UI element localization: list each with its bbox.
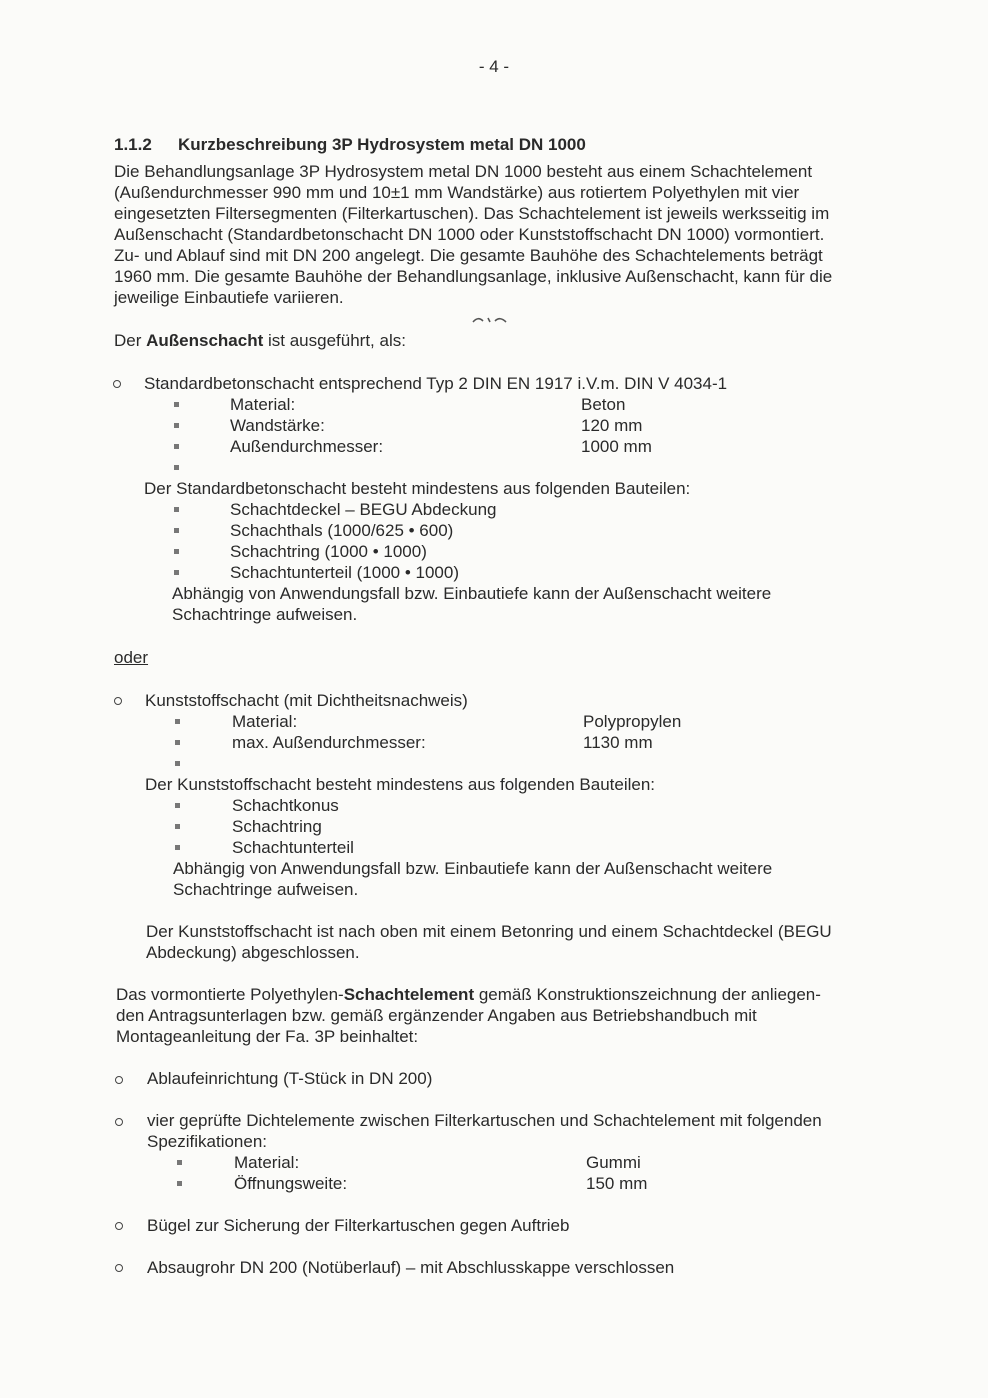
element-line: den Antragsunterlagen bzw. gemäß ergänzender Angaben aus Betriebshandbuch mit [116,1006,757,1025]
square-bullet-icon [174,402,179,407]
option2-parts-intro: Der Kunststoffschacht besteht mindestens aus folgenden Bauteilen: [145,775,656,794]
intro-line: 1960 mm. Die gesamte Bauhöhe der Behandlungsanlage, inklusive Außenschacht, kann für die [114,267,833,286]
part-item: Schachthals (1000/625 • 600) [230,521,454,540]
prop-label: max. Außendurchmesser: [232,733,426,752]
prop-value: Beton [581,395,626,414]
prop-value: 1130 mm [583,733,653,752]
square-bullet-icon [174,423,179,428]
square-bullet-icon [174,549,179,554]
option1-note-line: Schachtringe aufweisen. [172,605,358,624]
prop-label: Öffnungsweite: [234,1174,348,1193]
part-item: Schachtdeckel – BEGU Abdeckung [230,500,497,519]
intro-line: eingesetzten Filtersegmenten (Filterkartuschen). Das Schachtelement ist jeweils werksseitig im [114,204,830,223]
square-bullet-icon [174,444,179,449]
section-heading [114,134,586,155]
section-title: Kurzbeschreibung 3P Hydrosystem metal DN 1000 [178,135,586,154]
feature-item: Ablaufeinrichtung (T-Stück in DN 200) [147,1069,433,1088]
intro-line: (Außendurchmesser 990 mm und 10±1 mm Wandstärke) aus rotiertem Polyethylen mit vier [114,183,800,202]
square-bullet-icon [175,719,180,724]
section-number: 1.1.2 [114,135,152,154]
square-bullet-icon [177,1181,182,1186]
bullet-icon [115,1118,123,1126]
bullet-icon [113,380,121,388]
element-line: Montageanleitung der Fa. 3P beinhaltet: [116,1027,419,1046]
prop-label: Material: [234,1153,300,1172]
option2-closing-line: Der Kunststoffschacht ist nach oben mit einem Betonring und einem Schachtdeckel (BEGU [146,922,832,941]
element-bold: Schachtelement [343,985,475,1004]
option1-note-line: Abhängig von Anwendungsfall bzw. Einbautiefe kann der Außenschacht weitere [172,584,772,603]
prop-value: 150 mm [586,1174,648,1193]
pen-mark [470,312,510,328]
prop-value: Gummi [586,1153,641,1172]
intro-line: Außenschacht (Standardbetonschacht DN 1000 oder Kunststoffschacht DN 1000) vormontiert. [114,225,825,244]
intro-line: jeweilige Einbautiefe variieren. [114,288,344,307]
bullet-icon [115,1222,123,1230]
feature-item: vier geprüfte Dichtelemente zwischen Filterkartuschen und Schachtelement mit folgenden [147,1111,822,1130]
part-item: Schachtring (1000 • 1000) [230,542,427,561]
aussen-intro: Der Außenschacht ist ausgeführt, als: [114,331,406,350]
prop-label: Material: [232,712,298,731]
prop-value: 120 mm [581,416,643,435]
feature-item-cont: Spezifikationen: [147,1132,268,1151]
page-number: - 4 - [478,57,510,76]
part-item: Schachtunterteil (1000 • 1000) [230,563,459,582]
option1-parts-intro: Der Standardbetonschacht besteht mindestens aus folgenden Bauteilen: [144,479,691,498]
square-bullet-icon [174,507,179,512]
option2-closing-line: Abdeckung) abgeschlossen. [146,943,360,962]
square-bullet-icon [174,528,179,533]
aussen-bold: Außenschacht [146,331,264,350]
bullet-icon [114,697,122,705]
square-bullet-icon [175,845,180,850]
intro-line: Zu- und Ablauf sind mit DN 200 angelegt. Die gesamte Bauhöhe des Schachtelements beträgt [114,246,823,265]
intro-line: Die Behandlungsanlage 3P Hydrosystem metal DN 1000 besteht aus einem Schachtelement [114,162,813,181]
prop-label: Wandstärke: [230,416,325,435]
intro-paragraph [114,161,894,308]
prop-value: 1000 mm [581,437,652,456]
bullet-icon [115,1076,123,1084]
element-line: Das vormontierte Polyethylen-Schachtelement gemäß Konstruktionszeichnung der anliegen- [116,985,821,1004]
prop-value: Polypropylen [583,712,682,731]
part-item: Schachtunterteil [232,838,354,857]
oder-label: oder [114,648,149,667]
prop-label: Außendurchmesser: [230,437,384,456]
square-bullet-icon [174,465,179,470]
square-bullet-icon [175,740,180,745]
feature-item: Absaugrohr DN 200 (Notüberlauf) – mit Abschlusskappe verschlossen [147,1258,675,1277]
option2-title: Kunststoffschacht (mit Dichtheitsnachweis) [145,691,468,710]
option2-note-line: Schachtringe aufweisen. [173,880,359,899]
square-bullet-icon [175,803,180,808]
square-bullet-icon [174,570,179,575]
square-bullet-icon [177,1160,182,1165]
feature-item: Bügel zur Sicherung der Filterkartuschen gegen Auftrieb [147,1216,570,1235]
square-bullet-icon [175,824,180,829]
prop-label: Material: [230,395,296,414]
bullet-icon [115,1264,123,1272]
option1-title: Standardbetonschacht entsprechend Typ 2 DIN EN 1917 i.V.m. DIN V 4034-1 [144,374,728,393]
part-item: Schachtkonus [232,796,339,815]
part-item: Schachtring [232,817,322,836]
option2-note-line: Abhängig von Anwendungsfall bzw. Einbautiefe kann der Außenschacht weitere [173,859,773,878]
square-bullet-icon [175,761,180,766]
